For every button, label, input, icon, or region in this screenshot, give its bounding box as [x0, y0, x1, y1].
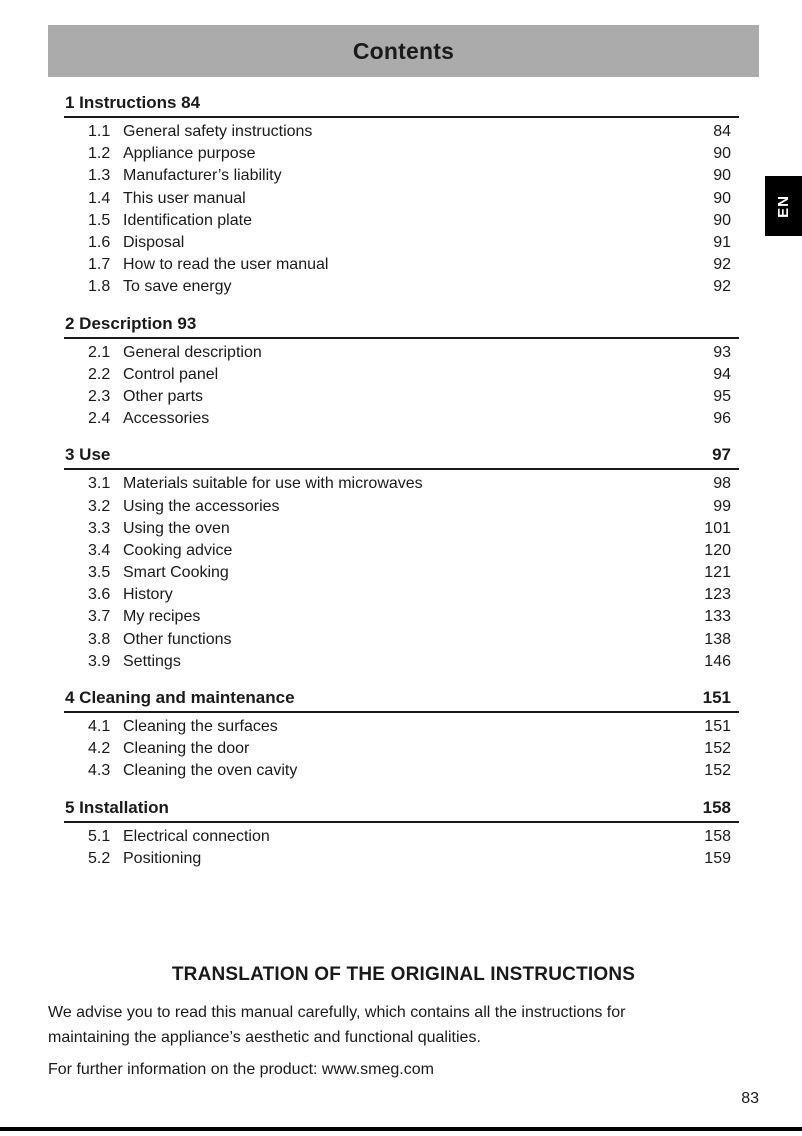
- toc-entry-label: Cooking advice: [123, 541, 233, 559]
- toc-entry: [64, 188, 739, 210]
- toc-entry-label: Using the oven: [123, 519, 230, 537]
- toc-section-3: [64, 444, 739, 673]
- toc-entry: [64, 518, 739, 540]
- toc-entry-page: 90: [713, 211, 731, 229]
- toc-entry-number: 1.6: [88, 234, 111, 252]
- advisory-text: We advise you to read this manual carefully, which contains all the instructions for maintaining the appliance’s aesthetic and functional qualities.: [48, 1004, 626, 1046]
- toc-entry: [64, 584, 739, 606]
- page-number: 83: [741, 1090, 759, 1107]
- toc-entry-number: 3.3: [88, 519, 111, 537]
- toc-section-page: 151: [702, 687, 731, 707]
- toc-entry-number: 2.3: [88, 387, 111, 405]
- toc-entry-page: 123: [704, 586, 731, 604]
- toc-entry-number: 5.2: [88, 849, 111, 867]
- toc-section-1: [64, 92, 739, 299]
- toc-entry-label: This user manual: [123, 189, 246, 207]
- toc-entry-number: 4.3: [88, 762, 111, 780]
- toc-items: [64, 826, 739, 870]
- toc-entry-page: 138: [704, 630, 731, 648]
- language-tab-label: EN: [775, 194, 792, 218]
- toc-entry-number: 3.2: [88, 497, 111, 515]
- toc-entry-label: Other parts: [123, 387, 204, 405]
- toc-entry-number: 1.4: [88, 189, 111, 207]
- toc-entry: [64, 651, 739, 673]
- toc-entry: [64, 121, 739, 143]
- toc-entry-page: 96: [713, 410, 731, 428]
- toc-entry-label: Manufacturer’s liability: [123, 167, 282, 185]
- toc-entry-page: 152: [704, 740, 731, 758]
- toc-entry-label: Accessories: [123, 410, 210, 428]
- toc-entry-page: 133: [704, 608, 731, 626]
- toc-entry-page: 120: [704, 541, 731, 559]
- toc-items: [64, 473, 739, 673]
- toc-section-heading: [64, 687, 739, 713]
- toc-section-heading: [64, 797, 739, 823]
- translation-heading: TRANSLATION OF THE ORIGINAL INSTRUCTIONS: [171, 964, 636, 985]
- toc-entry: [64, 408, 739, 430]
- toc-entry: [64, 540, 739, 562]
- toc-entry-label: Electrical connection: [123, 827, 270, 845]
- toc-entry-label: Materials suitable for use with microwaves: [123, 475, 423, 493]
- toc-entry-number: 3.6: [88, 586, 111, 604]
- toc-entry-number: 3.1: [88, 475, 111, 493]
- toc-section-title: 3 Use: [65, 445, 111, 465]
- toc-entry: [64, 562, 739, 584]
- toc-entry-number: 2.2: [88, 365, 111, 383]
- toc-entry-page: 98: [713, 475, 731, 493]
- toc-entry-number: 2.4: [88, 410, 111, 428]
- toc-entry-number: 3.8: [88, 630, 111, 648]
- toc-entry-label: My recipes: [123, 608, 201, 626]
- toc-items: [64, 342, 739, 431]
- toc-entry-label: General safety instructions: [123, 123, 313, 141]
- toc-entry: [64, 826, 739, 848]
- toc-entry-page: 90: [713, 189, 731, 207]
- toc-section-4: [64, 687, 739, 783]
- toc-entry-number: 3.4: [88, 541, 111, 559]
- toc-section-2: [64, 313, 739, 431]
- toc-entry-number: 1.8: [88, 278, 111, 296]
- toc-entry-label: How to read the user manual: [123, 256, 329, 274]
- toc-entry-page: 146: [704, 652, 731, 670]
- toc-entry: [64, 629, 739, 651]
- toc-items: [64, 716, 739, 783]
- toc-section-title: 2 Description 93: [65, 313, 197, 333]
- footer-block: [48, 964, 759, 1108]
- toc-entry: [64, 364, 739, 386]
- toc-section-title: 1 Instructions 84: [65, 93, 201, 112]
- toc-entry-page: 92: [713, 278, 731, 296]
- toc-entry-label: Positioning: [123, 849, 202, 867]
- toc-entry-page: 90: [713, 145, 731, 163]
- toc-entry-label: History: [123, 586, 173, 604]
- toc-entry: [64, 386, 739, 408]
- toc-entry: [64, 210, 739, 232]
- toc-entry-page: 84: [713, 123, 731, 141]
- toc-entry-number: 1.7: [88, 256, 111, 274]
- toc-entry-label: General description: [123, 343, 262, 361]
- toc-entry-page: 151: [704, 718, 731, 736]
- toc-entry-page: 99: [713, 497, 731, 515]
- toc-entry-label: Cleaning the door: [123, 740, 250, 758]
- toc-entry-label: Disposal: [123, 234, 185, 252]
- toc-entry-label: Control panel: [123, 365, 219, 383]
- toc-entry-number: 3.7: [88, 608, 111, 626]
- toc-entry-number: 3.5: [88, 564, 111, 582]
- toc-entry-page: 93: [713, 343, 731, 361]
- toc-entry-label: Settings: [123, 652, 181, 670]
- toc-entry-label: Other functions: [123, 630, 232, 648]
- toc-entry-page: 152: [704, 762, 731, 780]
- toc-entry-page: 101: [704, 519, 731, 537]
- toc-entry-page: 95: [713, 387, 731, 405]
- toc-section-title: 4 Cleaning and maintenance: [65, 687, 295, 707]
- toc-entry-page: 90: [713, 167, 731, 185]
- toc-entry: [64, 495, 739, 517]
- page-title: Contents: [352, 37, 455, 64]
- toc-section-heading: [64, 92, 739, 118]
- toc-entry: [64, 276, 739, 298]
- toc-entry: [64, 254, 739, 276]
- toc-entry-number: 3.9: [88, 652, 111, 670]
- toc-entry-number: 1.5: [88, 211, 111, 229]
- toc-entry-number: 1.1: [88, 123, 111, 141]
- toc-entry-label: Identification plate: [123, 211, 252, 229]
- toc-entry-number: 4.2: [88, 740, 111, 758]
- toc-entry: [64, 716, 739, 738]
- toc-items: [64, 121, 739, 299]
- toc-entry-label: Cleaning the oven cavity: [123, 762, 298, 780]
- language-tab: [765, 176, 802, 236]
- toc-section-5: [64, 797, 739, 870]
- toc-entry-page: 91: [713, 234, 731, 252]
- toc-entry-label: Smart Cooking: [123, 564, 229, 582]
- toc-entry-number: 2.1: [88, 343, 111, 361]
- toc-entry-page: 121: [704, 564, 731, 582]
- toc-entry: [64, 760, 739, 782]
- more-info-text: For further information on the product: www.smeg.com: [48, 1061, 434, 1078]
- toc-entry-page: 92: [713, 256, 731, 274]
- toc: [64, 92, 739, 870]
- toc-entry: [64, 473, 739, 495]
- contents-header-bar: [48, 25, 759, 77]
- toc-entry-label: Cleaning the surfaces: [123, 718, 278, 736]
- toc-section-heading: [64, 444, 739, 470]
- toc-entry-label: To save energy: [123, 278, 232, 296]
- toc-entry-number: 1.3: [88, 167, 111, 185]
- toc-entry: [64, 342, 739, 364]
- toc-entry-number: 5.1: [88, 827, 111, 845]
- toc-section-heading: [64, 313, 739, 339]
- toc-entry-number: 4.1: [88, 718, 111, 736]
- toc-entry-page: 158: [704, 827, 731, 845]
- toc-entry-number: 1.2: [88, 145, 111, 163]
- bottom-rule: [0, 1127, 802, 1131]
- toc-entry-page: 159: [704, 849, 731, 867]
- toc-entry-label: Appliance purpose: [123, 145, 256, 163]
- toc-entry: [64, 232, 739, 254]
- toc-entry: [64, 848, 739, 870]
- toc-section-page: 97: [712, 445, 731, 465]
- toc-entry-label: Using the accessories: [123, 497, 280, 515]
- toc-section-title: 5 Installation: [65, 797, 169, 817]
- toc-entry-page: 94: [713, 365, 731, 383]
- toc-section-page: 158: [702, 797, 731, 817]
- toc-entry: [64, 143, 739, 165]
- toc-entry: [64, 606, 739, 628]
- toc-entry: [64, 738, 739, 760]
- toc-entry: [64, 165, 739, 187]
